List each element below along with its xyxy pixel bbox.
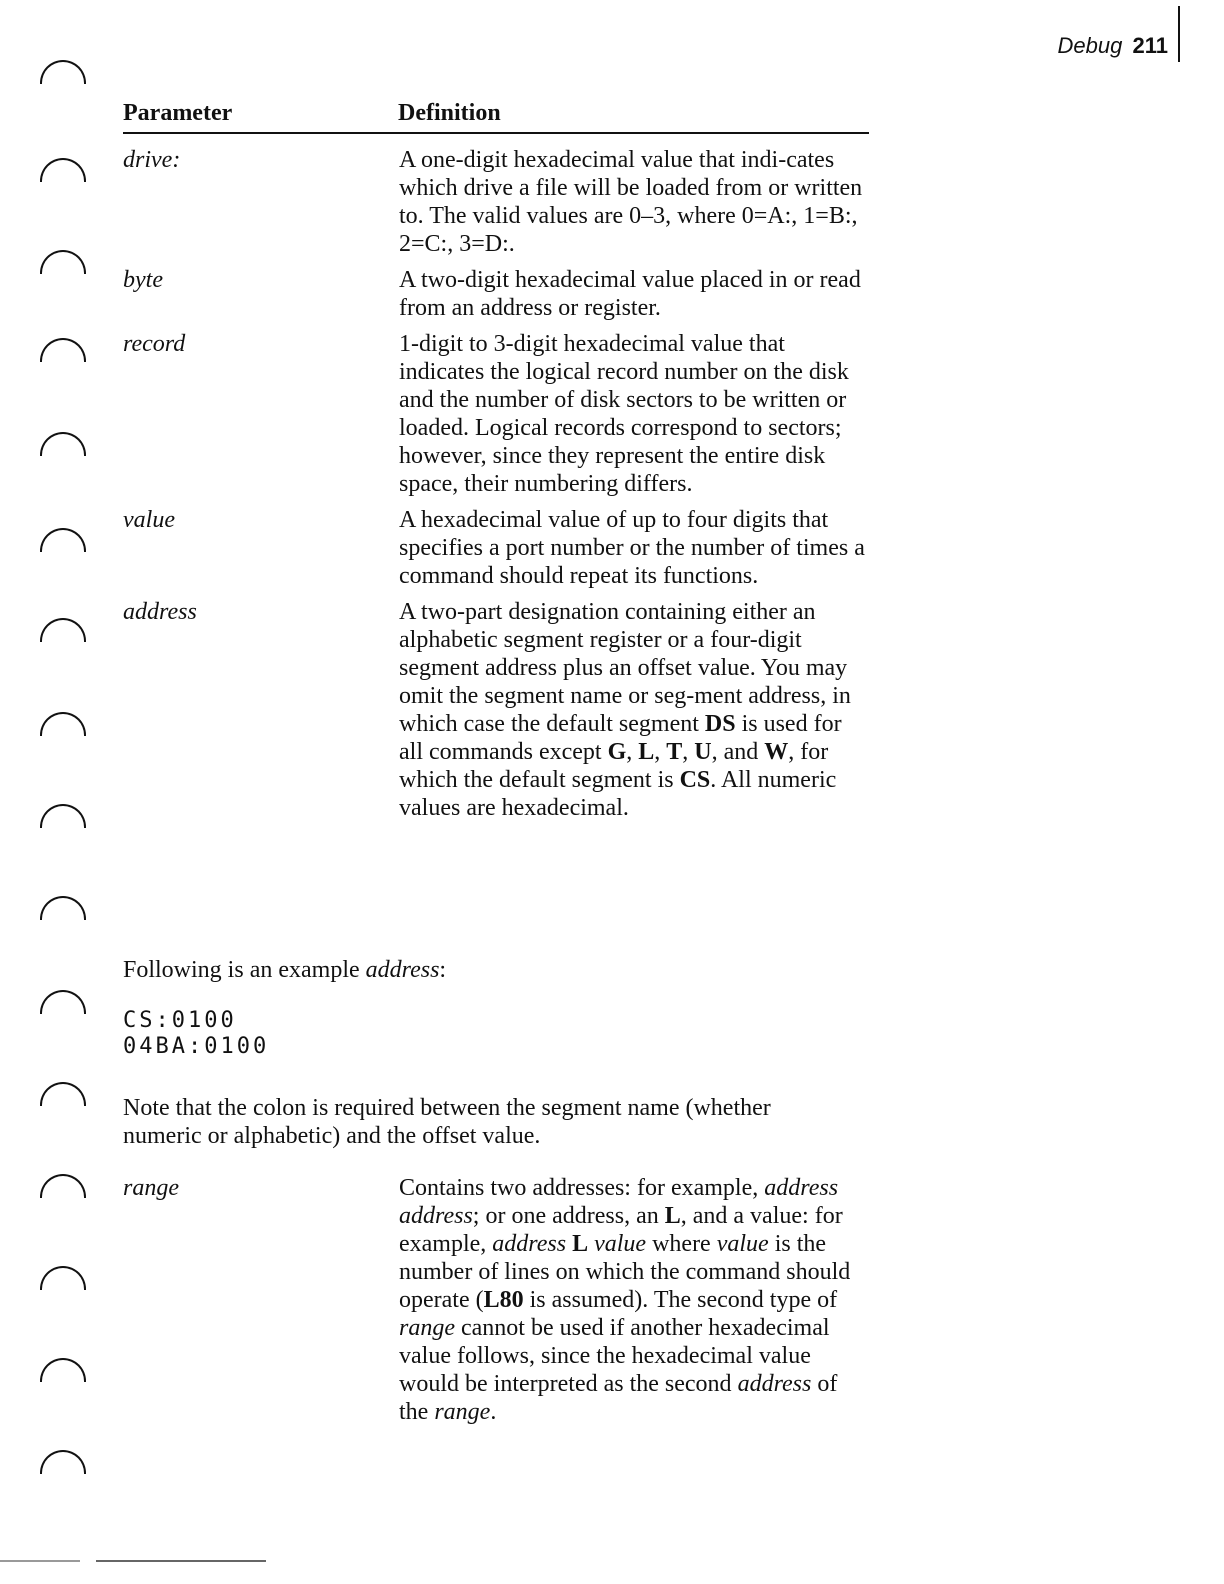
binder-hole-icon	[40, 158, 86, 182]
table-row	[123, 598, 869, 822]
binder-holes	[24, 60, 94, 1500]
binder-hole-icon	[40, 1266, 86, 1290]
definition-text: , and a value: for example,	[399, 1203, 843, 1257]
definition-text: is used for all commands except	[399, 711, 842, 765]
column-header-parameter: Parameter	[123, 100, 233, 126]
binder-hole-icon	[40, 896, 86, 920]
definition-term: value	[594, 1231, 647, 1257]
definition-term: range	[399, 1315, 455, 1341]
binder-hole-icon	[40, 618, 86, 642]
definition-keyword: L80	[483, 1287, 524, 1313]
example-intro-text: Following is an example	[123, 957, 366, 983]
definition-text: cannot be used if another hexadecimal value follows, since the hexadecimal value would be interpreted as the second	[399, 1315, 830, 1397]
definition-text: ,	[682, 739, 695, 765]
table-row	[123, 330, 869, 498]
definition-keyword: CS	[679, 767, 711, 793]
definition-text: ,	[654, 739, 667, 765]
parameter-definition: 1-digit to 3-digit hexadecimal value that indicates the logical record number on the disk and the number of disk sectors to be written or loaded. Logical records correspond to sectors; however, since they represent the entire disk space, their numbering differs.	[399, 331, 849, 497]
binder-hole-icon	[40, 250, 86, 274]
scan-edge-line	[96, 1560, 266, 1562]
definition-text: ,	[626, 739, 639, 765]
binder-hole-icon	[40, 1450, 86, 1474]
binder-hole-icon	[40, 804, 86, 828]
range-entry	[123, 1174, 869, 1426]
parameter-name: byte	[123, 267, 163, 293]
binder-hole-icon	[40, 1174, 86, 1198]
binder-hole-icon	[40, 712, 86, 736]
example-intro-term: address	[365, 957, 440, 983]
definition-term: address	[492, 1231, 567, 1257]
example-intro	[123, 956, 883, 984]
binder-hole-icon	[40, 432, 86, 456]
parameter-name: range	[123, 1175, 179, 1201]
definition-keyword: L	[572, 1231, 589, 1257]
definition-text: . All numeric values are hexadecimal.	[399, 767, 837, 821]
running-header	[1058, 30, 1168, 62]
code-line: CS:0100	[123, 1008, 237, 1033]
column-header-definition: Definition	[398, 100, 501, 126]
parameter-definition	[399, 1174, 869, 1426]
parameter-definition: A hexadecimal value of up to four digits that specifies a port number or the number of times a command should repeat its functions.	[399, 507, 865, 589]
definition-text: ; or one address, an	[472, 1203, 665, 1229]
header-rule	[1178, 6, 1180, 62]
parameter-name: address	[123, 599, 197, 625]
definition-keyword: W	[764, 739, 789, 765]
table-row	[123, 266, 869, 322]
binder-hole-icon	[40, 990, 86, 1014]
binder-hole-icon	[40, 338, 86, 362]
binder-hole-icon	[40, 60, 86, 84]
code-line: 04BA:0100	[123, 1034, 270, 1059]
definition-text: .	[490, 1399, 497, 1425]
definition-keyword: G	[607, 739, 627, 765]
definition-term: address	[737, 1371, 812, 1397]
parameter-definition: A two-digit hexadecimal value placed in or read from an address or register.	[399, 267, 861, 321]
definition-text: of the	[399, 1371, 838, 1425]
definition-text: , for which the default segment is	[399, 739, 829, 793]
parameter-definition	[399, 598, 869, 822]
note-paragraph: Note that the colon is required between the segment name (whether numeric or alphabetic) and the offset value.	[123, 1095, 771, 1149]
definition-text: is assumed). The second type of	[523, 1287, 838, 1313]
example-intro-end: :	[439, 957, 447, 983]
binder-hole-icon	[40, 528, 86, 552]
definition-term: range	[434, 1399, 491, 1425]
header-title: Debug	[1057, 33, 1123, 58]
parameter-name: drive:	[123, 147, 181, 173]
definition-keyword: T	[666, 739, 683, 765]
scan-edge-line	[0, 1560, 80, 1562]
definition-keyword: L	[664, 1203, 681, 1229]
definition-text: , and	[711, 739, 765, 765]
definition-term: value	[716, 1231, 769, 1257]
table-row	[123, 506, 869, 590]
parameter-definition: A one-digit hexadecimal value that indi-cates which drive a file will be loaded from or written to. The valid values are 0–3, where 0=A:, 1=B:, 2=C:, 3=D:.	[399, 147, 863, 257]
parameter-name: value	[123, 507, 175, 533]
definition-text: Contains two addresses: for example,	[399, 1175, 765, 1201]
binder-hole-icon	[40, 1358, 86, 1382]
definition-text: is the number of lines on which the command should operate (	[399, 1231, 851, 1313]
definition-text: where	[646, 1231, 717, 1257]
parameter-name: record	[123, 331, 186, 357]
definition-keyword: L	[638, 739, 655, 765]
page-number: 211	[1132, 33, 1168, 58]
definition-keyword: U	[694, 739, 712, 765]
definition-keyword: DS	[704, 711, 736, 737]
definition-term: address address	[399, 1175, 839, 1229]
binder-hole-icon	[40, 1082, 86, 1106]
table-row	[123, 146, 869, 258]
definition-text: A two-part designation containing either an alphabetic segment register or a four-digit segment address plus an offset value. You may omit the segment name or seg-ment address, in which case the default segment	[399, 599, 851, 737]
table-header	[123, 96, 869, 134]
parameter-table	[123, 96, 869, 822]
